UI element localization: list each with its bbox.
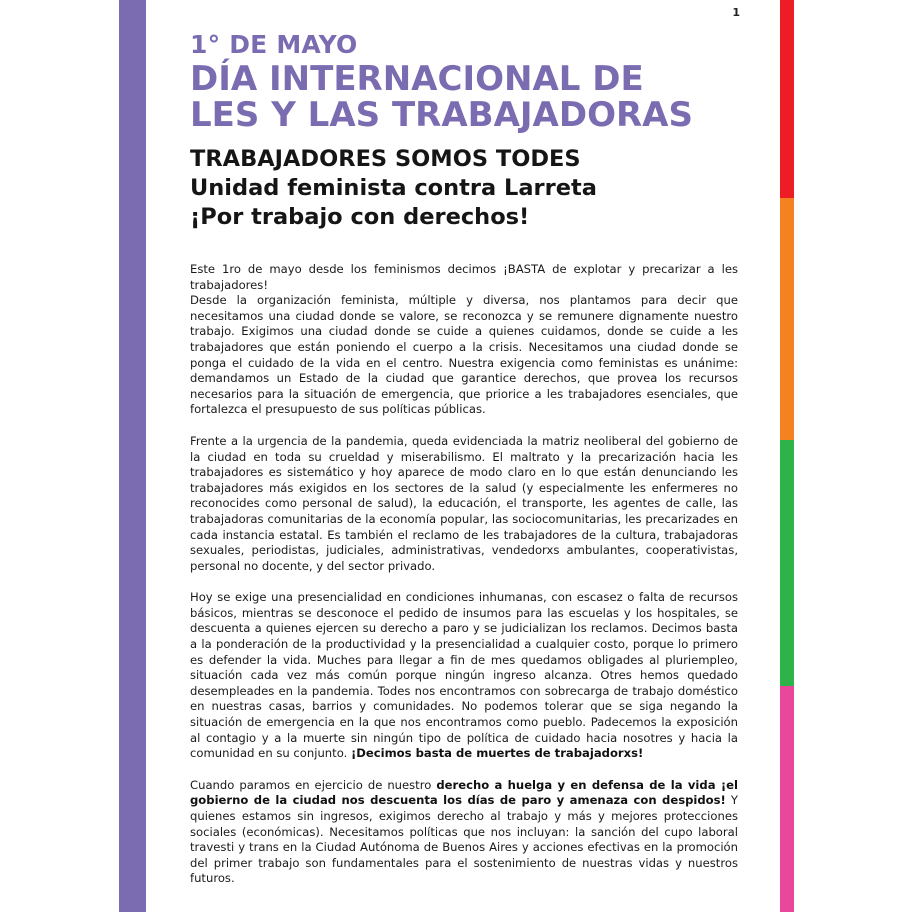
page-title [190, 61, 693, 133]
paragraph-1 [190, 262, 738, 418]
page-number: 1 [732, 6, 740, 19]
subtitle-line-3: ¡Por trabajo con derechos! [190, 204, 530, 230]
stripe-green [780, 440, 794, 686]
body-text [190, 262, 738, 903]
paragraph-1-b: Desde la organización feminista, múltiple y diversa, nos plantamos para decir que necesitamos una ciudad donde se valore, se reconozca y se remunere dignamente nuestro trabajo. Exigimos una ciudad donde se cuide a quienes cuidamos, donde se cuide a les trabajadores que están poniendo el cuerpo a la crisis. Necesitamos una ciudad donde se ponga el cuidado de la vida en el centro. Nuestra exigencia como feministas es unánime: demandamos un Estado de la ciudad que garantice derechos, que provea los recursos necesarios para la situación de emergencia, que priorice a les trabajadores esenciales, que fortalezca el presupuesto de sus políticas públicas. [190, 293, 738, 417]
paragraph-4-b: Y quienes estamos sin ingresos, exigimos derecho al trabajo y más y mejores protecciones sociales (económicas). Necesitamos políticas que nos incluyan: la sanción del cupo laboral travesti y trans en la Ciudad Autónoma de Buenos Aires y acciones efectivas en la promoción del primer trabajo son fundamentales para el sostenimiento de nuestras vidas y nuestros futuros. [190, 793, 738, 886]
paragraph-3 [190, 590, 738, 762]
paragraph-2: Frente a la urgencia de la pandemia, queda evidenciada la matriz neoliberal del gobierno de la ciudad en toda su crueldad y miserabilismo. El maltrato y la precarización hacia les trabajadores es sistemático y hoy aparece de modo claro en lo que están denunciando les trabajadores más exigidos en los sectores de la salud (y especialmente les enfermeres no reconocides como personal de salud), la educación, el transporte, les agentes de calle, las trabajadoras comunitarias de la economía popular, las sociocomunitarias, les precarizades en cada instancia estatal. Es también el reclamo de les trabajadores de la cultura, trabajadoras sexuales, periodistas, judiciales, administrativas, vendedorxs ambulantes, cooperativistas, personal no docente, y del sector privado. [190, 433, 738, 573]
stripe-orange [780, 198, 794, 440]
stripe-red [780, 0, 794, 198]
paragraph-3-bold: ¡Decimos basta de muertes de trabajadorxs! [350, 746, 644, 761]
stripe-pink [780, 686, 794, 912]
title-line-1: DÍA INTERNACIONAL DE [190, 59, 644, 99]
paragraph-4-a: Cuando paramos en ejercicio de nuestro [190, 777, 432, 792]
paragraph-4 [190, 778, 738, 887]
subtitle [190, 145, 597, 232]
paragraph-1-a: Este 1ro de mayo desde los feminismos decimos ¡BASTA de explotar y precarizar a les trabajadores! [190, 262, 738, 292]
title-line-2: LES Y LAS TRABAJADORAS [190, 95, 693, 135]
paragraph-4-bold: derecho a huelga y en defensa de la vida ¡el gobierno de la ciudad nos descuenta los días de paro y amenaza con despidos! [190, 777, 738, 808]
paragraph-3-text: Hoy se exige una presencialidad en condiciones inhumanas, con escasez o falta de recursos básicos, mientras se desconoce el pedido de insumos para las escuelas y los hospitales, se descuenta a quienes ejercen su derecho a paro y se judicializan los reclamos. Decimos basta a la ponderación de la productividad y la presencialidad a cualquier costo, porque lo primero es defender la vida. Muches para llegar a fin de mes quedamos obligades al pluriempleo, situación cada vez más común porque ningún ingreso alcanza. Otres hemos quedado desempleades en la pandemia. Todes nos encontramos con sobrecarga de trabajo doméstico en nuestras casas, barrios y comunidades. No podemos tolerar que se siga negando la situación de emergencia en la que nos encontramos como pueblo. Padecemos la exposición al contagio y a la muerte sin ningún tipo de política de cuidado hacia nosotres y hacia la comunidad en su conjunto. [190, 590, 738, 761]
left-color-bar [119, 0, 146, 912]
subtitle-line-2: Unidad feminista contra Larreta [190, 175, 597, 201]
subtitle-line-1: TRABAJADORES SOMOS TODES [190, 146, 581, 172]
date-heading: 1° DE MAYO [190, 30, 358, 59]
